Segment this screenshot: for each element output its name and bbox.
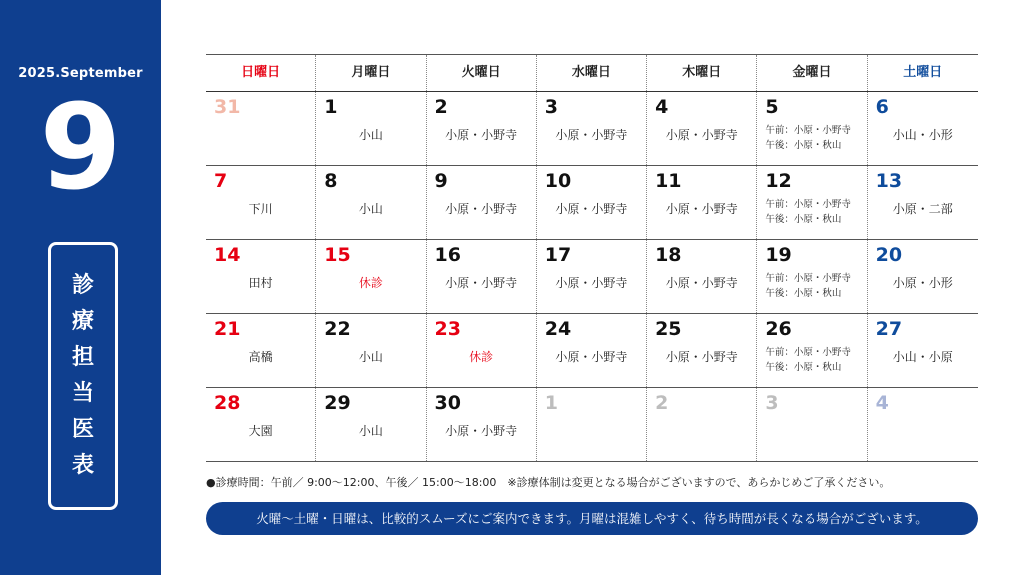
- day-cell: [647, 166, 757, 239]
- weekday-monday: 月曜日: [316, 55, 426, 91]
- info-banner: 火曜〜土曜・日曜は、比較的スムーズにご案内できます。月曜は混雑しやすく、待ち時間が長くなる場合がございます。: [206, 502, 978, 535]
- day-number: 14: [214, 244, 241, 266]
- day-number: 28: [214, 392, 241, 414]
- day-cell: [427, 240, 537, 313]
- day-cell: [757, 92, 867, 165]
- day-number: 5: [765, 96, 779, 118]
- day-number: 30: [434, 392, 461, 414]
- day-number: 16: [434, 244, 461, 266]
- doctor-names: 小山: [358, 128, 383, 142]
- day-number: 18: [655, 244, 682, 266]
- doctor-names: 高橋: [248, 350, 273, 364]
- weekday-saturday: 土曜日: [903, 65, 943, 80]
- day-cell: [868, 92, 978, 165]
- doctor-names: 田村: [248, 276, 273, 290]
- doctor-names: 小原・小野寺: [445, 424, 518, 438]
- day-number: 22: [324, 318, 351, 340]
- day-cell: [427, 388, 537, 461]
- day-number: 11: [655, 170, 682, 192]
- day-cell: [316, 166, 426, 239]
- doctor-schedule-split: [765, 123, 851, 153]
- day-number: 1: [324, 96, 338, 118]
- day-cell: [427, 314, 537, 387]
- doctor-names: 小原・小野寺: [665, 202, 738, 216]
- title-char: 医: [71, 417, 94, 442]
- doctor-names: 下川: [248, 202, 273, 216]
- week-row: [206, 388, 978, 462]
- afternoon-doctors: 午後：小原・秋山: [765, 362, 842, 373]
- title-char: 当: [71, 381, 94, 406]
- day-cell: [316, 240, 426, 313]
- day-number: 4: [875, 392, 889, 414]
- morning-doctors: 午前：小原・小野寺: [765, 199, 851, 210]
- doctor-names: 小山・小形: [892, 128, 953, 142]
- day-cell: [868, 240, 978, 313]
- day-cell: [427, 92, 537, 165]
- doctor-names: 小原・小形: [892, 276, 953, 290]
- week-row: [206, 92, 978, 166]
- weekday-thursday: 木曜日: [647, 55, 757, 91]
- day-number: 3: [544, 96, 559, 118]
- day-number: 1: [544, 392, 559, 414]
- weekday-wednesday: 水曜日: [537, 55, 647, 91]
- day-cell: [316, 314, 426, 387]
- week-row: [206, 240, 978, 314]
- doctor-names: 小原・小野寺: [665, 350, 738, 364]
- day-cell: [316, 92, 426, 165]
- day-cell: [537, 166, 647, 239]
- afternoon-doctors: 午後：小原・秋山: [765, 288, 842, 299]
- day-cell: [206, 388, 316, 461]
- day-number: 15: [324, 244, 351, 266]
- day-cell: [647, 314, 757, 387]
- day-cell: [537, 388, 647, 461]
- year-month-label: 2025.September: [18, 66, 143, 81]
- doctor-names: 小原・二部: [892, 202, 953, 216]
- doctor-names: 小原・小野寺: [555, 350, 628, 364]
- day-cell: [206, 92, 316, 165]
- day-number: 23: [434, 318, 461, 340]
- weekday-friday: 金曜日: [757, 55, 867, 91]
- afternoon-doctors: 午後：小原・秋山: [765, 214, 842, 225]
- afternoon-doctors: 午後：小原・秋山: [765, 140, 842, 151]
- day-cell: [206, 240, 316, 313]
- title-char: 診: [71, 273, 94, 298]
- doctor-names: 小原・小野寺: [555, 276, 628, 290]
- day-number: 2: [434, 96, 448, 118]
- morning-doctors: 午前：小原・小野寺: [765, 125, 851, 136]
- title-char: 療: [71, 309, 94, 334]
- doctor-names: 小原・小野寺: [665, 128, 738, 142]
- doctor-names: 小原・小野寺: [665, 276, 738, 290]
- week-row: [206, 314, 978, 388]
- day-cell: [537, 314, 647, 387]
- day-number: 4: [655, 96, 669, 118]
- week-row: [206, 166, 978, 240]
- day-cell: [316, 388, 426, 461]
- doctor-schedule-split: [765, 271, 851, 301]
- day-number: 6: [875, 96, 889, 118]
- doctor-names: 小原・小野寺: [555, 128, 628, 142]
- day-cell: [537, 92, 647, 165]
- doctor-names: 小原・小野寺: [445, 128, 518, 142]
- day-number: 7: [214, 170, 228, 192]
- day-cell: [647, 92, 757, 165]
- calendar-body: [206, 92, 978, 462]
- calendar: [206, 54, 978, 462]
- day-number: 12: [765, 170, 792, 192]
- doctor-names: 小原・小野寺: [445, 202, 518, 216]
- day-cell: [757, 240, 867, 313]
- day-number: 17: [544, 244, 572, 266]
- day-number: 27: [875, 318, 903, 340]
- doctor-schedule-split: [765, 197, 851, 227]
- doctor-names: 小山: [358, 350, 383, 364]
- day-number: 24: [544, 318, 572, 340]
- doctor-names: 小山: [358, 424, 383, 438]
- day-cell: [757, 314, 867, 387]
- day-number: 8: [324, 170, 338, 192]
- morning-doctors: 午前：小原・小野寺: [765, 273, 851, 284]
- day-number: 3: [765, 392, 779, 414]
- closed-label: 休診: [469, 350, 494, 364]
- hours-note: ●診療時間：午前／ 9:00〜12:00、午後／ 15:00〜18:00 ※診療体制は変更となる場合がございますので、あらかじめご了承ください。: [206, 476, 891, 489]
- weekday-sunday: 日曜日: [206, 55, 316, 91]
- weekday-tuesday: 火曜日: [427, 55, 537, 91]
- day-number: 29: [324, 392, 351, 414]
- doctor-names: 小山・小原: [892, 350, 953, 364]
- title-box: [48, 242, 118, 510]
- morning-doctors: 午前：小原・小野寺: [765, 347, 851, 358]
- day-cell: [757, 388, 867, 461]
- closed-label: 休診: [358, 276, 383, 290]
- doctor-names: 大園: [248, 424, 273, 438]
- day-number: 26: [765, 318, 792, 340]
- day-cell: [868, 388, 978, 461]
- day-cell: [757, 166, 867, 239]
- day-number: 2: [655, 392, 669, 414]
- doctor-names: 小原・小野寺: [445, 276, 518, 290]
- doctor-names: 小山: [358, 202, 383, 216]
- day-cell: [206, 314, 316, 387]
- day-cell: [537, 240, 647, 313]
- weekday-header: [206, 55, 978, 92]
- day-cell: [647, 388, 757, 461]
- day-number: 21: [214, 318, 241, 340]
- day-number: 31: [214, 96, 241, 118]
- day-cell: [868, 314, 978, 387]
- day-number: 10: [544, 170, 572, 192]
- doctor-names: 小原・小野寺: [555, 202, 628, 216]
- doctor-schedule-split: [765, 345, 851, 375]
- title-char: 担: [71, 345, 94, 370]
- day-number: 20: [875, 244, 903, 266]
- day-cell: [868, 166, 978, 239]
- day-number: 19: [765, 244, 792, 266]
- title-char: 表: [71, 453, 94, 478]
- sidebar: [0, 0, 161, 575]
- month-number: 9: [39, 78, 122, 216]
- day-cell: [427, 166, 537, 239]
- day-cell: [647, 240, 757, 313]
- day-number: 25: [655, 318, 682, 340]
- day-number: 13: [875, 170, 903, 192]
- day-number: 9: [434, 170, 448, 192]
- day-cell: [206, 166, 316, 239]
